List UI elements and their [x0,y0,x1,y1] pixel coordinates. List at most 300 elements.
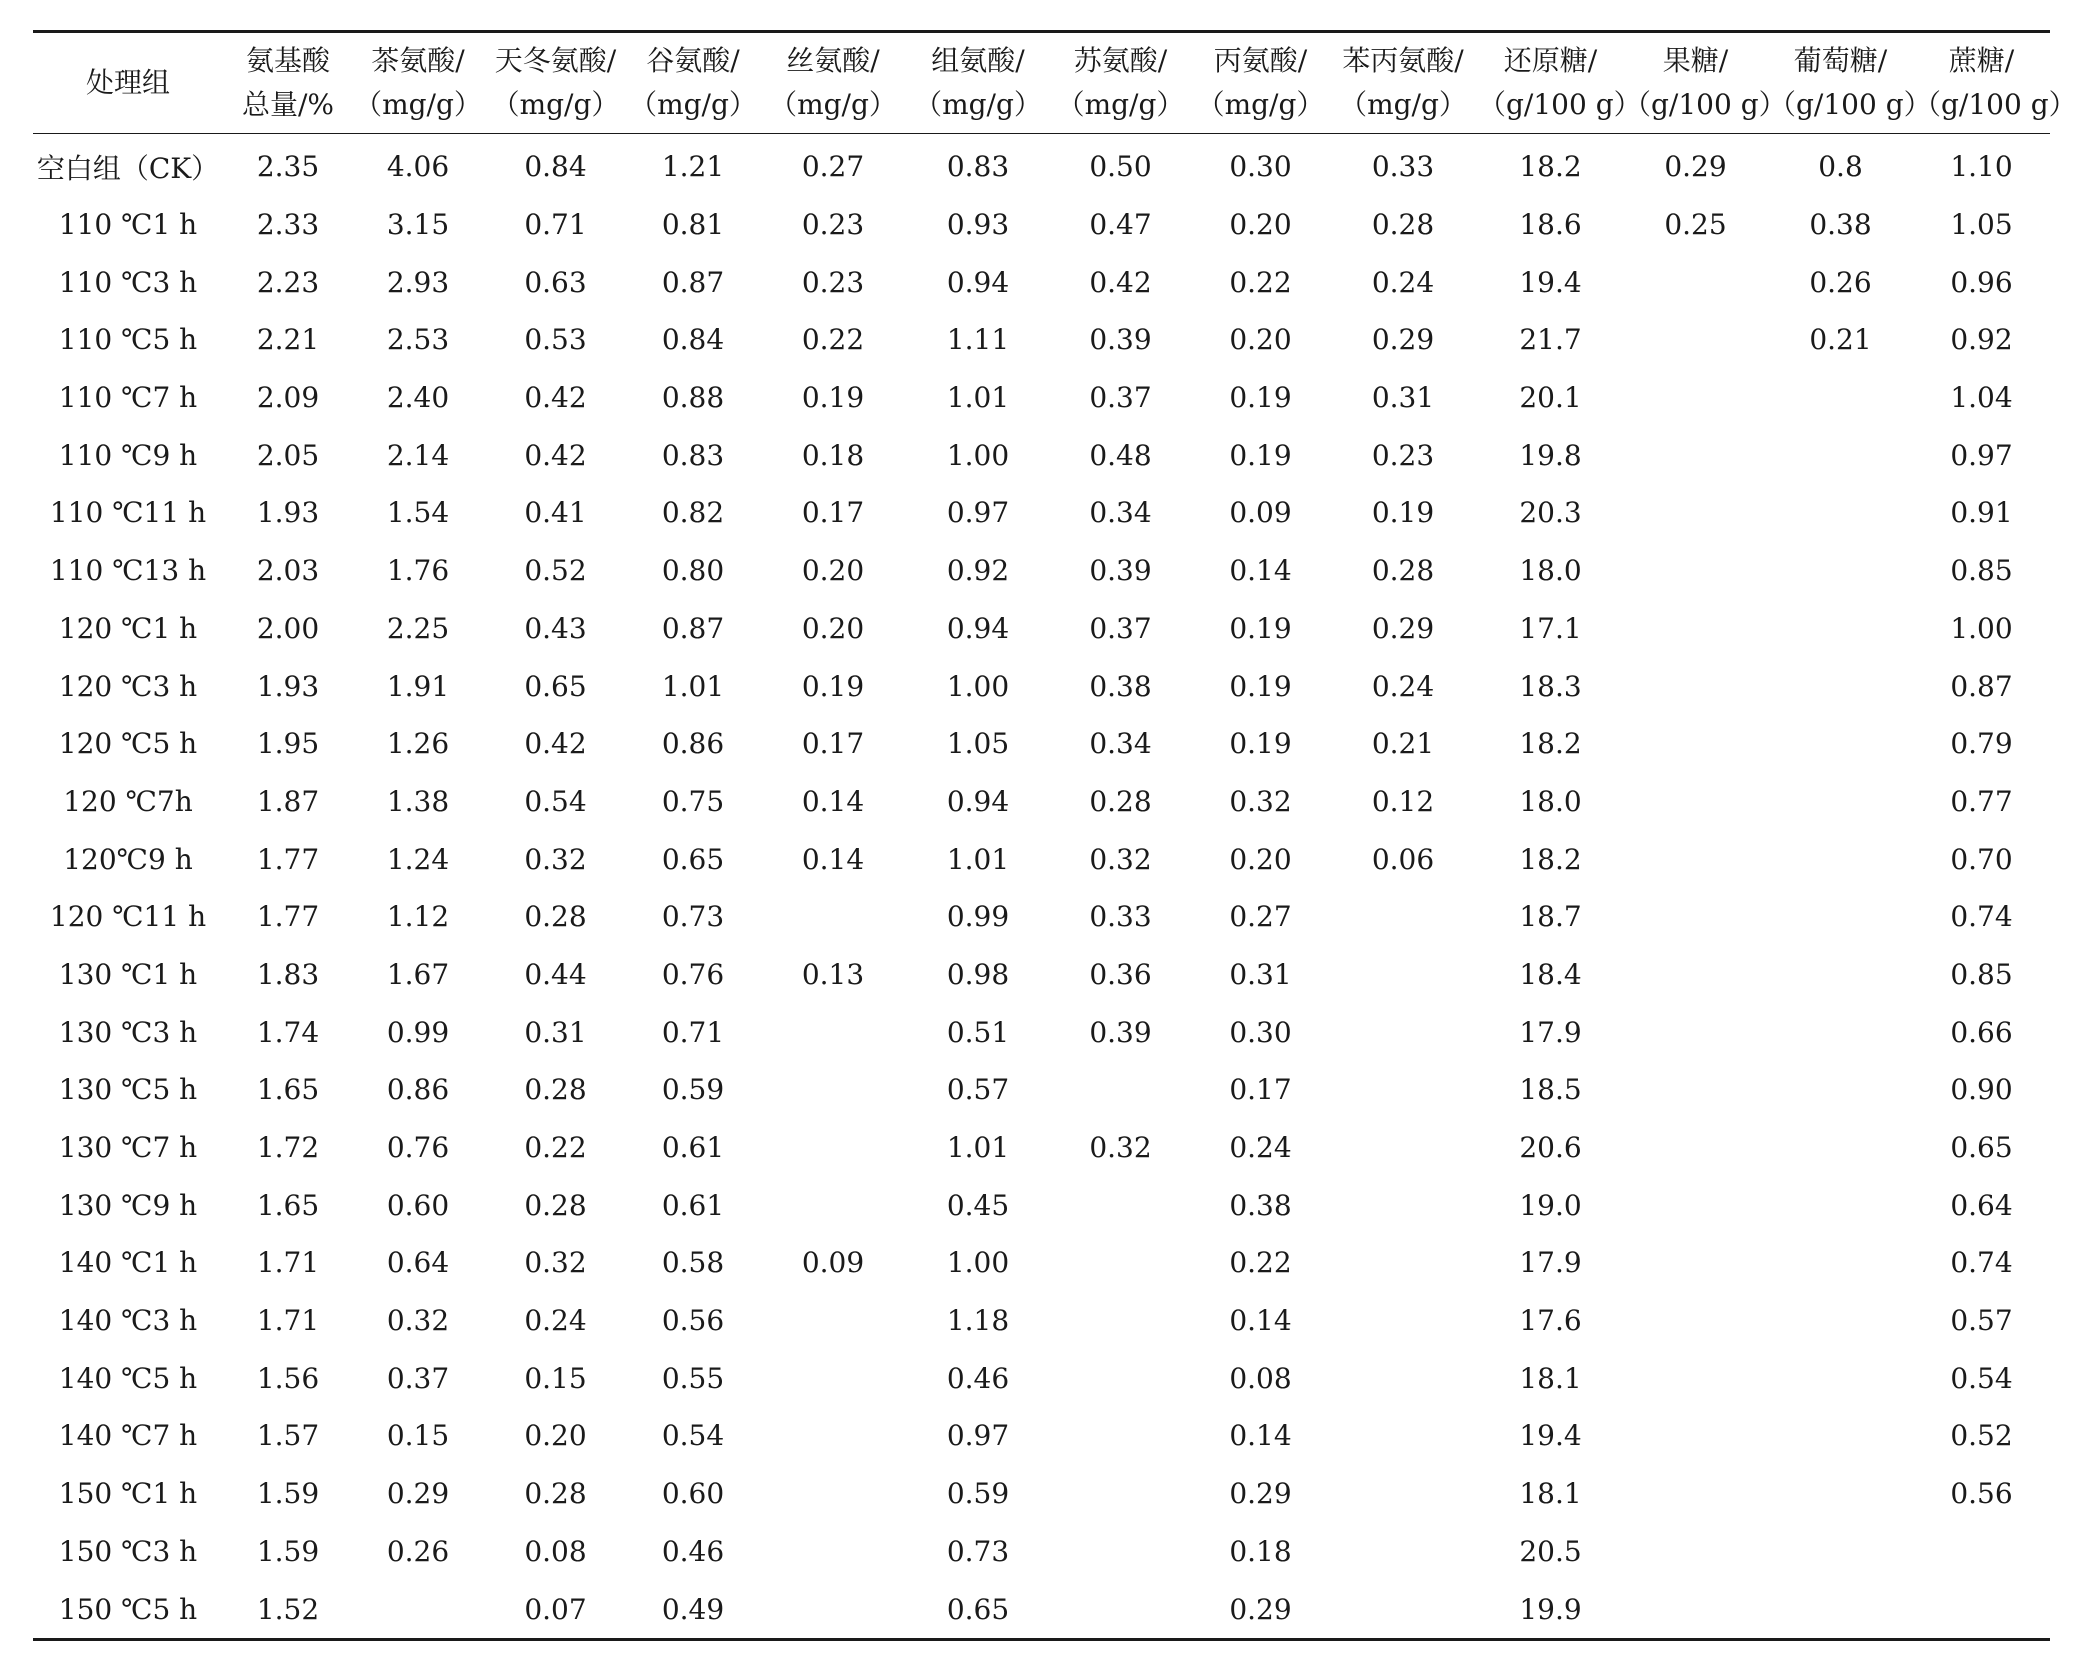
table-cell: 18.6 [1519,208,1582,242]
table-cell: 0.65 [1950,1131,2013,1165]
table-cell: 0.26 [386,1534,450,1568]
row-label-cell: 空白组（CK） [36,151,220,185]
column-header-line2: （g/100 g） [1768,88,1932,121]
table-row [33,134,2050,196]
table-cell: 0.39 [1089,554,1152,588]
table-row [33,888,2050,946]
column-header [1478,32,1642,134]
table-cell [1623,946,1768,1004]
table-cell: 1.93 [256,669,320,703]
table-cell [1328,946,1478,1004]
table-cell: 0.34 [1089,727,1152,761]
table-cell: 0.30 [1229,150,1292,184]
table-row [33,657,2050,715]
table-cell: 1.38 [386,784,450,818]
table-cell [758,1465,908,1523]
column-header-line2: （mg/g） [1196,88,1325,121]
table-cell: 0.28 [524,900,587,934]
column-header-line2: （mg/g） [1339,88,1467,121]
table-cell [1768,715,1913,773]
table-cell [758,1176,908,1234]
table-cell [1623,1407,1768,1465]
table-cell: 0.42 [524,727,587,761]
table-cell: 3.15 [386,208,450,242]
table-cell: 20.3 [1519,496,1582,530]
table-cell: 0.84 [524,150,587,184]
row-label-cell: 110 ℃3 h [58,265,198,299]
table-cell: 18.1 [1519,1477,1582,1511]
table-cell: 20.5 [1519,1534,1582,1568]
table-cell [1328,1465,1478,1523]
table-cell: 17.9 [1519,1246,1582,1280]
column-header [1193,32,1328,134]
table-cell [758,1292,908,1350]
table-cell: 0.14 [1229,1419,1292,1453]
table-row [33,1061,2050,1119]
column-header-line2: （g/100 g） [1478,88,1642,121]
table-cell: 0.27 [801,150,865,184]
column-header [1913,32,2077,134]
table-cell: 0.31 [524,1015,587,1049]
table-cell: 17.6 [1519,1304,1582,1338]
table-cell [1768,426,1913,484]
table-cell: 0.42 [524,438,587,472]
table-cell: 0.20 [1229,323,1292,357]
table-cell: 1.05 [946,727,1010,761]
table-cell [1328,1176,1478,1234]
column-header-line2: （mg/g） [769,88,897,121]
table-cell: 0.38 [1809,208,1872,242]
table-cell [758,1061,908,1119]
row-label-cell: 120 ℃11 h [49,900,207,934]
table-cell: 1.59 [256,1477,320,1511]
table-cell: 1.01 [946,1131,1010,1165]
table-row [33,1349,2050,1407]
table-cell: 0.29 [1664,150,1727,184]
table-cell [1768,1234,1913,1292]
table-cell: 0.19 [1229,438,1292,472]
table-cell [1768,1523,1913,1581]
table-cell: 0.15 [524,1361,587,1395]
column-header-line2: （g/100 g） [1913,88,2077,121]
table-cell: 0.37 [1089,611,1152,645]
table-cell: 2.09 [256,381,320,415]
table-cell: 1.26 [386,727,450,761]
table-cell: 0.87 [661,265,725,299]
table-cell: 19.4 [1519,1419,1582,1453]
table-cell: 0.14 [1229,1304,1292,1338]
table-cell: 0.99 [386,1015,450,1049]
table-cell [1623,253,1768,311]
table-row [33,253,2050,311]
table-cell [1623,600,1768,658]
table-cell [1768,369,1913,427]
table-cell: 0.34 [1089,496,1152,530]
column-header-line2: （mg/g） [914,88,1042,121]
table-cell: 1.72 [256,1131,320,1165]
table-cell: 18.7 [1519,900,1582,934]
table-cell: 0.71 [524,208,587,242]
table-cell [1048,1465,1193,1523]
column-header-line2: （g/100 g） [1623,88,1787,121]
table-cell: 0.26 [1809,265,1872,299]
table-cell: 0.18 [801,438,865,472]
table-cell: 0.31 [1371,381,1435,415]
table-cell [1768,1349,1913,1407]
table-cell: 0.31 [1229,957,1292,991]
table-cell: 1.77 [256,900,320,934]
table-cell [1768,1119,1913,1177]
table-cell: 0.92 [1950,323,2013,357]
table-cell: 0.33 [1371,150,1435,184]
table-cell: 0.29 [1229,1477,1292,1511]
table-cell: 0.54 [661,1419,725,1453]
table-cell: 0.56 [1950,1477,2013,1511]
table-row [33,600,2050,658]
table-cell: 0.76 [661,957,725,991]
table-cell [758,1349,908,1407]
table-cell: 0.09 [801,1246,865,1280]
header-row [33,32,2050,134]
table-cell: 1.04 [1950,381,2013,415]
table-cell: 0.32 [1089,1131,1152,1165]
table-cell: 0.42 [524,381,587,415]
table-cell: 0.82 [661,496,725,530]
table-cell: 0.60 [386,1188,450,1222]
table-cell [1768,773,1913,831]
column-header-line1: 葡萄糖/ [1793,44,1888,77]
table-cell: 0.66 [1950,1015,2013,1049]
table-cell: 0.08 [1229,1361,1292,1395]
table-cell [1623,1349,1768,1407]
table-cell [1623,1003,1768,1061]
table-cell: 0.29 [1193,1580,1328,1639]
table-cell: 1.83 [256,957,320,991]
column-header-line1: 蔗糖/ [1948,44,2015,77]
table-cell: 2.03 [256,554,320,588]
table-cell: 0.21 [1371,727,1435,761]
table-cell [1623,1465,1768,1523]
table-cell: 18.1 [1519,1361,1582,1395]
column-header [1768,32,1932,134]
table-cell [1768,484,1913,542]
table-cell: 0.39 [1089,1015,1152,1049]
table-cell: 0.57 [1950,1304,2013,1338]
table-cell: 1.87 [256,784,320,818]
table-cell: 0.21 [1809,323,1872,357]
column-header-line1: 果糖/ [1662,44,1729,77]
table-cell [1048,1407,1193,1465]
table-row [33,1176,2050,1234]
table-cell: 0.07 [483,1580,628,1639]
table-cell: 2.21 [256,323,320,357]
table-cell: 0.96 [1950,265,2013,299]
table-cell: 21.7 [1519,323,1582,357]
table-cell: 0.38 [1089,669,1152,703]
table-cell: 0.80 [661,554,725,588]
column-header-line2: 总量/% [241,88,335,121]
table-cell: 1.00 [946,669,1010,703]
table-cell: 19.8 [1519,438,1582,472]
column-header [1623,32,1787,134]
table-cell: 0.85 [1950,554,2013,588]
table-cell: 0.59 [946,1477,1010,1511]
table-cell: 1.00 [946,1246,1010,1280]
table-cell: 0.77 [1950,784,2013,818]
table-cell: 18.5 [1519,1073,1582,1107]
table-cell: 2.33 [256,208,320,242]
table-cell: 1.05 [1950,208,2013,242]
table-cell: 0.52 [1950,1419,2013,1453]
column-header-line1: 茶氨酸/ [371,44,465,77]
table-cell: 0.29 [1371,611,1435,645]
table-cell [1328,1234,1478,1292]
table-cell: 0.20 [1229,842,1292,876]
table-cell: 1.54 [386,496,450,530]
row-label-cell: 130 ℃5 h [58,1073,198,1107]
data-table-container [33,30,2077,1641]
table-cell: 2.05 [256,438,320,472]
table-cell: 0.88 [661,381,725,415]
table-cell [1623,484,1768,542]
table-cell: 0.59 [661,1073,725,1107]
table-cell: 0.41 [524,496,587,530]
table-cell [1623,715,1768,773]
table-cell [1768,1465,1913,1523]
table-cell: 0.85 [1950,957,2013,991]
table-cell: 0.28 [524,1073,587,1107]
table-cell [1048,1349,1193,1407]
table-cell [1623,1234,1768,1292]
table-cell: 1.12 [386,900,450,934]
column-header-line2: （mg/g） [354,88,482,121]
table-cell: 19.0 [1519,1188,1582,1222]
table-cell: 0.50 [1089,150,1152,184]
table-cell: 0.20 [524,1419,587,1453]
table-cell: 0.25 [1664,208,1727,242]
table-cell: 0.71 [661,1015,725,1049]
table-cell: 0.49 [628,1580,758,1639]
table-cell: 0.57 [946,1073,1010,1107]
table-cell [1328,1061,1478,1119]
table-cell [1328,888,1478,946]
table-cell: 0.86 [386,1073,450,1107]
table-cell: 1.71 [256,1304,320,1338]
table-cell: 0.28 [1089,784,1152,818]
table-cell: 1.65 [256,1188,320,1222]
table-cell: 0.24 [1229,1131,1292,1165]
table-cell [1768,1292,1913,1350]
row-label-cell: 120 ℃1 h [58,611,198,645]
table-cell [758,888,908,946]
table-cell: 0.23 [801,265,865,299]
table-cell: 0.75 [661,784,725,818]
table-cell: 0.29 [386,1477,450,1511]
table-cell: 0.42 [1089,265,1152,299]
table-row [33,311,2050,369]
table-cell: 0.12 [1371,784,1435,818]
table-cell: 0.28 [524,1188,587,1222]
table-row [33,715,2050,773]
table-cell: 1.11 [946,323,1010,357]
table-cell: 0.60 [661,1477,725,1511]
column-header-line1: 还原糖/ [1503,44,1598,77]
table-cell [1623,773,1768,831]
row-label-cell: 140 ℃3 h [58,1304,198,1338]
table-cell: 1.67 [386,957,450,991]
table-cell: 1.01 [661,669,725,703]
row-label-cell: 140 ℃1 h [58,1246,198,1280]
table-cell: 0.37 [386,1361,450,1395]
table-cell [1623,542,1768,600]
table-cell: 2.00 [256,611,320,645]
table-cell: 0.36 [1089,957,1152,991]
table-cell: 1.95 [256,727,320,761]
table-cell: 0.14 [801,784,865,818]
table-cell: 0.20 [801,554,865,588]
table-cell: 0.48 [1089,438,1152,472]
table-cell [1328,1349,1478,1407]
table-cell: 0.27 [1229,900,1292,934]
table-cell: 0.70 [1950,842,2013,876]
table-cell: 0.58 [661,1246,725,1280]
table-cell [1768,888,1913,946]
table-cell: 1.10 [1950,150,2013,184]
table-cell: 2.23 [256,265,320,299]
row-label-cell: 120 ℃5 h [58,727,198,761]
table-cell: 2.40 [386,381,450,415]
column-header-line1: 丙氨酸/ [1213,44,1308,77]
table-cell: 0.74 [1950,1246,2013,1280]
table-cell [1623,311,1768,369]
table-row [33,1523,2050,1581]
table-cell: 0.65 [908,1580,1048,1639]
table-cell [758,1580,908,1639]
table-cell: 1.93 [256,496,320,530]
table-cell: 1.59 [256,1534,320,1568]
table-cell: 19.4 [1519,265,1582,299]
table-cell: 18.2 [1519,727,1582,761]
table-cell: 19.9 [1478,1580,1623,1639]
table-cell: 0.79 [1950,727,2013,761]
table-cell: 0.55 [661,1361,725,1395]
table-cell [1623,1061,1768,1119]
column-header [1328,32,1478,134]
row-label-cell: 130 ℃7 h [58,1131,198,1165]
table-cell [1328,1407,1478,1465]
table-cell: 0.51 [946,1015,1010,1049]
table-cell: 0.97 [946,1419,1010,1453]
table-cell: 20.1 [1519,381,1582,415]
column-header-line1: 苯丙氨酸/ [1342,44,1464,77]
table-cell: 0.64 [1950,1188,2013,1222]
row-label-cell: 150 ℃5 h [33,1580,223,1639]
row-label-cell: 130 ℃3 h [58,1015,198,1049]
row-label-cell: 110 ℃11 h [49,496,207,530]
table-cell: 1.56 [256,1361,320,1395]
table-cell: 0.65 [524,669,587,703]
table-cell [1623,1523,1768,1581]
table-cell: 18.2 [1519,842,1582,876]
table-cell: 0.17 [801,727,865,761]
row-label-cell: 110 ℃1 h [58,208,198,242]
table-cell: 0.8 [1818,150,1863,184]
table-cell: 1.24 [386,842,450,876]
table-cell [758,1407,908,1465]
table-cell: 0.56 [661,1304,725,1338]
table-cell: 0.24 [1371,669,1435,703]
table-cell: 0.19 [1229,611,1292,645]
table-cell: 0.13 [801,957,865,991]
table-cell: 0.83 [661,438,725,472]
table-cell: 0.24 [1371,265,1435,299]
table-cell [1048,1234,1193,1292]
row-label-cell: 140 ℃5 h [58,1361,198,1395]
table-cell: 0.32 [524,1246,587,1280]
table-cell: 0.94 [946,784,1010,818]
table-cell: 0.54 [524,784,587,818]
table-cell: 0.83 [946,150,1010,184]
table-cell: 0.14 [801,842,865,876]
table-cell: 18.2 [1519,150,1582,184]
table-cell: 1.77 [256,842,320,876]
table-cell: 2.35 [256,150,320,184]
table-cell: 0.87 [661,611,725,645]
table-cell: 0.44 [524,957,587,991]
table-cell: 0.94 [946,611,1010,645]
table-cell: 0.17 [801,496,865,530]
table-cell: 1.71 [256,1246,320,1280]
table-cell: 0.92 [946,554,1010,588]
table-cell [1768,830,1913,888]
row-label-cell: 140 ℃7 h [58,1419,198,1453]
table-cell: 0.17 [1229,1073,1292,1107]
table-cell: 0.81 [661,208,725,242]
table-cell: 0.19 [1229,381,1292,415]
table-cell: 1.74 [256,1015,320,1049]
column-header [628,32,758,134]
table-cell: 0.37 [1089,381,1152,415]
column-header-line1: 苏氨酸/ [1073,44,1168,77]
table-row [33,426,2050,484]
table-cell [1623,1176,1768,1234]
table-cell [1623,888,1768,946]
table-cell: 18.3 [1519,669,1582,703]
row-label-cell: 110 ℃13 h [49,554,207,588]
table-row [33,1580,2050,1639]
table-row [33,484,2050,542]
table-row [33,1234,2050,1292]
table-cell [1048,1176,1193,1234]
table-cell: 0.22 [524,1131,587,1165]
table-cell [1913,1523,2050,1581]
table-body [33,134,2050,1640]
table-cell [1768,1176,1913,1234]
table-cell: 0.53 [524,323,587,357]
table-cell: 0.32 [1229,784,1292,818]
row-label-cell: 110 ℃9 h [58,438,198,472]
row-label-cell: 130 ℃9 h [58,1188,198,1222]
column-header [223,32,353,134]
table-cell: 0.28 [1371,554,1435,588]
table-cell [1328,1580,1478,1639]
table-cell: 0.19 [1371,496,1435,530]
table-cell: 18.0 [1519,554,1582,588]
table-cell [1623,426,1768,484]
table-row [33,830,2050,888]
table-cell: 0.06 [1371,842,1435,876]
table-cell: 0.74 [1950,900,2013,934]
